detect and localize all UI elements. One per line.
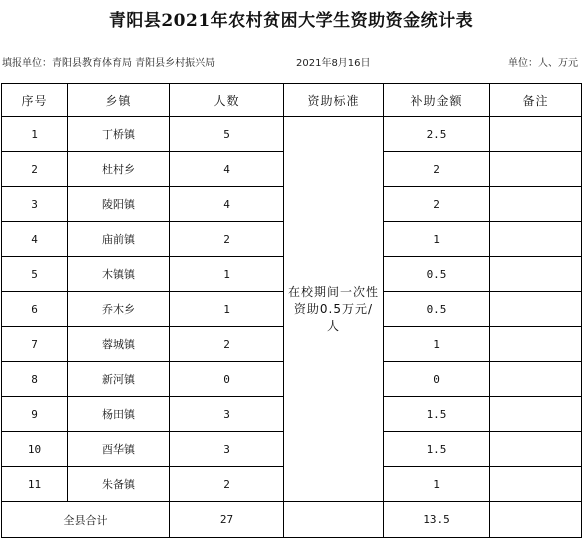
row-amount: 2 [384,187,490,222]
row-town: 陵阳镇 [68,187,170,222]
row-town: 新河镇 [68,362,170,397]
row-no: 4 [2,222,68,257]
header-town: 乡镇 [68,84,170,117]
unit-label: 单位：人、万元 [508,58,578,69]
page-title: 青阳县2021年农村贫困大学生资助资金统计表 [108,11,474,31]
header-amount: 补助金额 [384,84,490,117]
reporting-unit: 填报单位：青阳县教育体育局 青阳县乡村振兴局 [2,58,216,69]
row-note [490,152,582,187]
row-note [490,257,582,292]
row-no: 2 [2,152,68,187]
row-count: 4 [170,152,284,187]
row-no: 11 [2,467,68,502]
row-amount: 1 [384,327,490,362]
row-count: 3 [170,397,284,432]
row-no: 6 [2,292,68,327]
row-amount: 1.5 [384,397,490,432]
row-amount: 1 [384,222,490,257]
row-amount: 1 [384,467,490,502]
row-no: 9 [2,397,68,432]
row-count: 2 [170,222,284,257]
table-header-row [2,84,582,117]
row-count: 1 [170,257,284,292]
row-town: 酉华镇 [68,432,170,467]
row-town: 杜村乡 [68,152,170,187]
row-no: 1 [2,117,68,152]
row-no: 5 [2,257,68,292]
total-amount: 13.5 [384,502,490,538]
row-amount: 2 [384,152,490,187]
row-note [490,222,582,257]
row-amount: 2.5 [384,117,490,152]
row-note [490,187,582,222]
row-amount: 0 [384,362,490,397]
row-count: 2 [170,467,284,502]
row-count: 1 [170,292,284,327]
total-note [490,502,582,538]
row-count: 2 [170,327,284,362]
header-note: 备注 [490,84,582,117]
row-count: 4 [170,187,284,222]
row-note [490,432,582,467]
row-amount: 1.5 [384,432,490,467]
row-town: 杨田镇 [68,397,170,432]
row-town: 蓉城镇 [68,327,170,362]
row-note [490,327,582,362]
subsidy-standard-cell: 在校期间一次性资助0.5万元/人 [284,117,384,502]
row-note [490,117,582,152]
row-count: 5 [170,117,284,152]
header-no: 序号 [2,84,68,117]
row-note [490,292,582,327]
subsidy-table [1,83,582,538]
header-count: 人数 [170,84,284,117]
report-date: 2021年8月16日 [296,58,371,69]
total-label: 全县合计 [2,502,170,538]
row-amount: 0.5 [384,257,490,292]
row-note [490,467,582,502]
row-town: 木镇镇 [68,257,170,292]
row-town: 乔木乡 [68,292,170,327]
row-amount: 0.5 [384,292,490,327]
table-row [2,117,582,152]
total-count: 27 [170,502,284,538]
row-no: 3 [2,187,68,222]
row-note [490,397,582,432]
row-no: 7 [2,327,68,362]
row-town: 朱备镇 [68,467,170,502]
total-row [2,502,582,538]
report-meta [0,54,582,70]
row-no: 10 [2,432,68,467]
row-no: 8 [2,362,68,397]
row-note [490,362,582,397]
header-standard: 资助标准 [284,84,384,117]
row-town: 丁桥镇 [68,117,170,152]
row-town: 庙前镇 [68,222,170,257]
row-count: 0 [170,362,284,397]
row-count: 3 [170,432,284,467]
total-standard [284,502,384,538]
